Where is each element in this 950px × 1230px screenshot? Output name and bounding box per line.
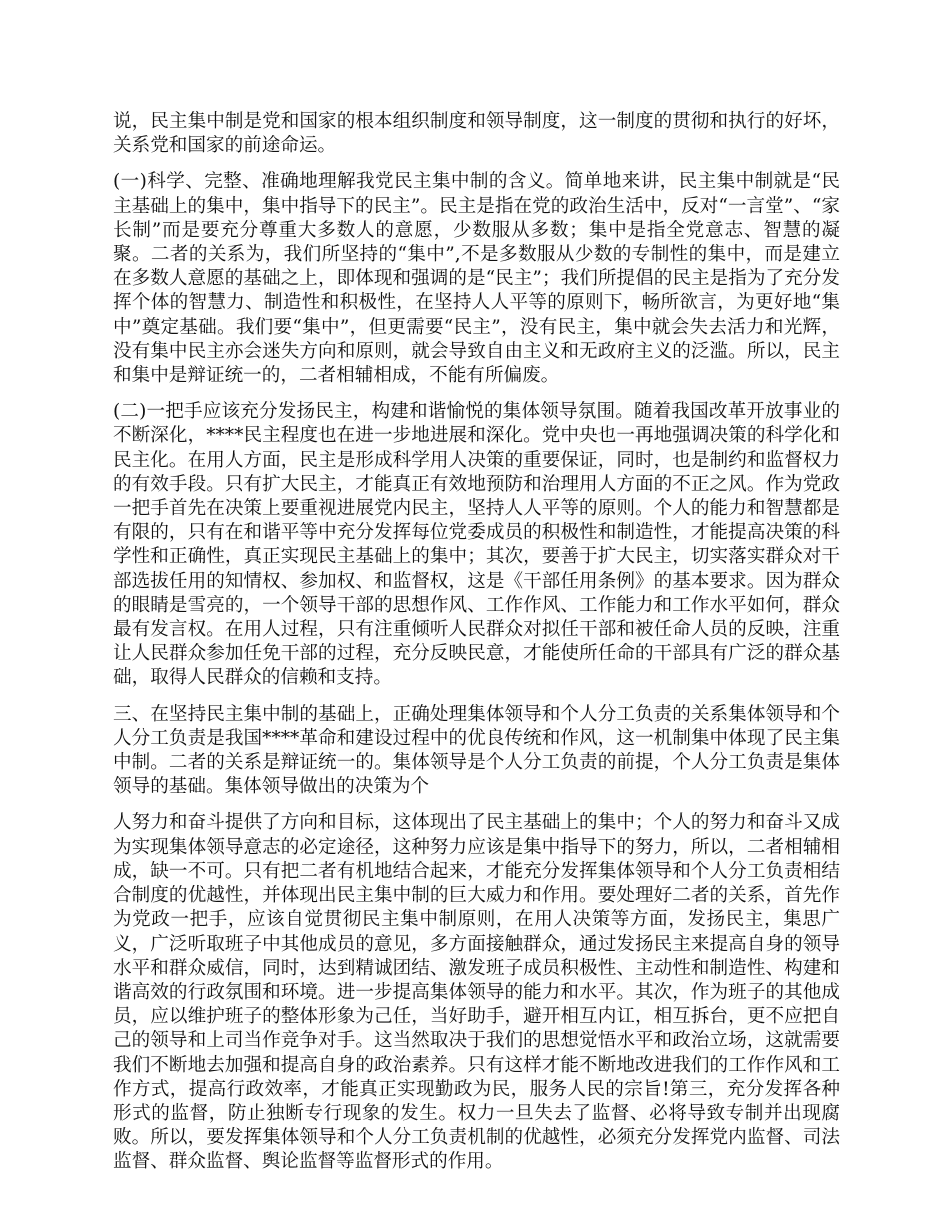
paragraph-intro-conclusion: 说，民主集中制是党和国家的根本组织制度和领导制度，这一制度的贯彻和执行的好坏，关系党和国家的前途命运。	[113, 111, 840, 157]
paragraph-section-1: (一)科学、完整、准确地理解我党民主集中制的含义。简单地来讲，民主集中制就是“民主基础上的集中，集中指导下的民主”。民主是指在党的政治生活中，反对“一言堂”、“家长制”而是要充分尊重大多数人的意愿，少数服从多数；集中是指全党意志、智慧的凝聚。二者的关系为，我们所坚持的“集中”,不是多数服从少数的专制性的集中，而是建立在多数人意愿的基础之上，即体现和强调的是“民主”；我们所提倡的民主是指为了充分发挥个体的智慧力、制造性和积极性，在坚持人人平等的原则下，畅所欲言，为更好地“集中”奠定基础。我们要“集中”，但更需要“民主”，没有民主，集中就会失去活力和光辉，没有集中民主亦会迷失方向和原则，就会导致自由主义和无政府主义的泛滥。所以，民主和集中是辩证统一的，二者相辅相成，不能有所偏废。	[113, 171, 840, 387]
paragraph-section-2: (二)一把手应该充分发扬民主，构建和谐愉悦的集体领导氛围。随着我国改革开放事业的不断深化，****民主程度也在进一步地进展和深化。党中央也一再地强调决策的科学化和民主化。在用人方面，民主是形成科学用人决策的重要保证，同时，也是制约和监督权力的有效手段。只有扩大民主，才能真正有效地预防和治理用人方面的不正之风。作为党政一把手首先在决策上要重视进展党内民主，坚持人人平等的原则。个人的能力和智慧都是有限的，只有在和谐平等中充分发挥每位党委成员的积极性和制造性，才能提高决策的科学性和正确性，真正实现民主基础上的集中；其次，要善于扩大民主，切实落实群众对干部选拔任用的知情权、参加权、和监督权，这是《干部任用条例》的基本要求。因为群众的眼睛是雪亮的，一个领导干部的思想作风、工作作风、工作能力和工作水平如何，群众最有发言权。在用人过程，只有注重倾听人民群众对拟任干部和被任命人员的反映，注重让人民群众参加任免干部的过程，充分反映民意，才能使所任命的干部具有广泛的群众基础，取得人民群众的信赖和支持。	[113, 401, 840, 689]
document-body	[113, 110, 840, 1187]
paragraph-section-3-continued: 人努力和奋斗提供了方向和目标，这体现出了民主基础上的集中；个人的努力和奋斗又成为实现集体领导意志的必定途径，这种努力应该是集中指导下的努力，所以，二者相辅相成，缺一不可。只有把二者有机地结合起来，才能充分发挥集体领导和个人分工负责相结合制度的优越性，并体现出民主集中制的巨大威力和作用。要处理好二者的关系，首先作为党政一把手，应该自觉贯彻民主集中制原则，在用人决策等方面，发扬民主，集思广义，广泛听取班子中其他成员的意见，多方面接触群众，通过发扬民主来提高自身的领导水平和群众威信，同时，达到精诚团结、激发班子成员积极性、主动性和制造性、构建和谐高效的行政氛围和环境。进一步提高集体领导的能力和水平。其次，作为班子的其他成员，应以维护班子的整体形象为己任，当好助手，避开相互内讧，相互拆台，更不应把自己的领导和上司当作竞争对手。这当然取决于我们的思想觉悟水平和政治立场，这就需要我们不断地去加强和提高自身的政治素养。只有这样才能不断地改进我们的工作作风和工作方式，提高行政效率，才能真正实现勤政为民，服务人民的宗旨!第三，充分发挥各种形式的监督，防止独断专行现象的发生。权力一旦失去了监督、必将导致专制并出现腐败。所以，要发挥集体领导和个人分工负责机制的优越性，必须充分发挥党内监督、司法监督、群众监督、舆论监督等监督形式的作用。	[113, 812, 840, 1173]
paragraph-section-3: 三、在坚持民主集中制的基础上，正确处理集体领导和个人分工负责的关系集体领导和个人分工负责是我国****革命和建设过程中的优良传统和作风，这一机制集中体现了民主集中制。二者的关系是辩证统一的。集体领导是个人分工负责的前提，个人分工负责是集体领导的基础。集体领导做出的决策为个	[113, 703, 840, 798]
